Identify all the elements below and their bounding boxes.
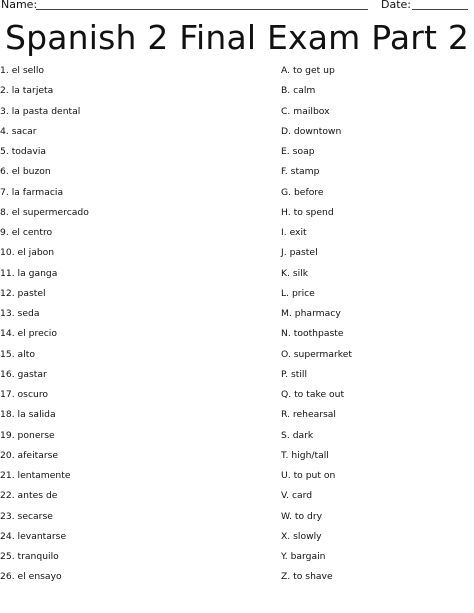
question-item	[0, 569, 240, 589]
answer-item-marker: X.	[281, 530, 291, 542]
question-item	[0, 205, 240, 225]
question-item-marker: 6.	[0, 166, 9, 178]
answer-item	[281, 124, 471, 144]
question-item	[0, 549, 240, 569]
question-item-text: secarse	[17, 510, 53, 522]
question-item	[0, 529, 240, 549]
question-item	[0, 104, 240, 124]
answer-item-text: price	[291, 287, 315, 299]
answer-item-text: high/tall	[291, 449, 329, 461]
question-item-text: la ganga	[17, 267, 58, 279]
question-item	[0, 144, 240, 164]
question-item-text: oscuro	[17, 389, 49, 400]
answer-item	[281, 569, 471, 589]
question-item-text: la pasta dental	[11, 105, 81, 117]
question-item-marker: 15.	[0, 348, 15, 360]
answer-item-text: slowly	[293, 530, 322, 542]
question-item-text: la tarjeta	[11, 85, 54, 97]
answer-item	[281, 407, 471, 427]
question-item-text: el centro	[11, 227, 53, 238]
answer-item-text: supermarket	[293, 348, 353, 360]
answer-item	[281, 488, 471, 508]
answer-item-marker: L.	[281, 287, 290, 299]
answer-item	[281, 529, 471, 549]
answer-item	[281, 104, 471, 124]
question-item-text: sacar	[11, 125, 37, 137]
page-title: Spanish 2 Final Exam Part 2	[4, 18, 470, 57]
answer-item-text: silk	[292, 267, 309, 279]
spanish-terms-list	[0, 63, 240, 590]
answer-item-text: pharmacy	[294, 308, 341, 319]
answer-item-marker: N.	[281, 328, 291, 340]
answer-item	[281, 225, 471, 245]
answer-item-marker: B.	[281, 85, 291, 97]
answer-item	[281, 468, 471, 488]
answer-item-marker: I.	[281, 227, 287, 238]
question-item-marker: 10.	[0, 247, 15, 259]
question-item	[0, 509, 240, 529]
answer-item	[281, 185, 471, 205]
answer-item-text: bargain	[290, 551, 326, 562]
question-item-text: lentamente	[17, 470, 71, 481]
question-item	[0, 326, 240, 346]
question-item-marker: 8.	[0, 206, 9, 218]
answer-item-marker: K.	[281, 267, 290, 279]
question-item-marker: 7.	[0, 186, 9, 198]
question-item-text: el jabon	[17, 247, 55, 259]
answer-item	[281, 448, 471, 468]
question-item-text: la salida	[17, 409, 56, 421]
question-item-text: afeitarse	[17, 449, 59, 461]
answer-item-marker: C.	[281, 105, 291, 117]
question-item-marker: 23.	[0, 510, 15, 522]
answer-item-marker: Z.	[281, 571, 291, 583]
answer-item-marker: P.	[281, 368, 289, 380]
answer-item-text: pastel	[289, 247, 318, 259]
question-item-marker: 18.	[0, 409, 15, 421]
answer-item-text: downtown	[293, 125, 342, 137]
question-item	[0, 428, 240, 448]
answer-item-marker: A.	[281, 65, 291, 76]
question-item-marker: 17.	[0, 389, 15, 400]
answer-item-marker: W.	[281, 510, 292, 522]
question-item-text: el ensayo	[17, 571, 62, 583]
answer-item	[281, 306, 471, 326]
answer-item-marker: Q.	[281, 389, 292, 400]
question-item	[0, 306, 240, 326]
answer-item	[281, 205, 471, 225]
answer-item-text: to shave	[293, 571, 333, 583]
question-item-marker: 16.	[0, 368, 15, 380]
answer-item-marker: E.	[281, 146, 290, 157]
question-item-text: gastar	[17, 368, 47, 380]
answer-item-text: to dry	[294, 510, 323, 522]
question-item-marker: 21.	[0, 470, 15, 481]
answer-item-text: rehearsal	[292, 409, 336, 421]
answer-item-text: dark	[292, 429, 314, 441]
question-item	[0, 367, 240, 387]
question-item-text: todavia	[11, 146, 47, 157]
answer-item-text: to spend	[293, 206, 334, 218]
question-item-marker: 20.	[0, 449, 15, 461]
answer-item-text: card	[291, 490, 313, 502]
answer-item-text: stamp	[290, 166, 320, 178]
question-item	[0, 164, 240, 184]
answer-item-text: exit	[289, 227, 307, 238]
question-item-text: pastel	[17, 287, 46, 299]
answer-item-text: calm	[293, 85, 316, 97]
english-meanings-list	[281, 63, 471, 590]
answer-item-text: soap	[292, 146, 315, 157]
question-item-marker: 25.	[0, 551, 15, 562]
answer-item	[281, 509, 471, 529]
answer-item-marker: H.	[281, 206, 291, 218]
question-item	[0, 488, 240, 508]
question-item-marker: 2.	[0, 85, 9, 97]
question-item-text: antes de	[17, 490, 58, 502]
question-item-marker: 4.	[0, 125, 9, 137]
question-item-text: alto	[17, 348, 35, 360]
question-item-text: el precio	[17, 328, 57, 340]
answer-item	[281, 266, 471, 286]
question-item-marker: 11.	[0, 267, 15, 279]
answer-item	[281, 286, 471, 306]
answer-item-marker: G.	[281, 186, 292, 198]
answer-item-marker: O.	[281, 348, 291, 360]
question-item-text: la farmacia	[11, 186, 64, 198]
question-item-text: ponerse	[17, 429, 55, 441]
answer-item	[281, 83, 471, 103]
question-item-text: el sello	[11, 65, 44, 76]
question-item	[0, 63, 240, 83]
question-item-marker: 3.	[0, 105, 9, 117]
question-item-marker: 22.	[0, 490, 15, 502]
question-item-marker: 12.	[0, 287, 15, 299]
answer-item-marker: Y.	[281, 551, 288, 562]
question-item-text: el buzon	[11, 166, 51, 178]
answer-item-marker: R.	[281, 409, 290, 421]
question-item	[0, 245, 240, 265]
answer-item	[281, 428, 471, 448]
worksheet-header	[0, 0, 474, 14]
question-item-text: levantarse	[17, 530, 67, 542]
question-item-marker: 1.	[0, 65, 9, 76]
answer-item-marker: F.	[281, 166, 288, 178]
answer-item-marker: D.	[281, 125, 291, 137]
question-item	[0, 124, 240, 144]
answer-item-marker: T.	[281, 449, 289, 461]
question-item-marker: 26.	[0, 571, 15, 583]
date-blank-line[interactable]	[412, 9, 468, 10]
question-item	[0, 347, 240, 367]
answer-item	[281, 144, 471, 164]
answer-item	[281, 347, 471, 367]
name-label: Name:	[1, 0, 38, 11]
question-item-marker: 19.	[0, 429, 15, 441]
question-item	[0, 286, 240, 306]
answer-item-text: to put on	[293, 470, 336, 481]
question-item-marker: 14.	[0, 328, 15, 340]
answer-item-marker: S.	[281, 429, 290, 441]
question-item	[0, 448, 240, 468]
question-item-marker: 9.	[0, 227, 9, 238]
question-item-marker: 5.	[0, 146, 9, 157]
question-item-text: tranquilo	[17, 551, 59, 562]
answer-item	[281, 387, 471, 407]
date-label: Date:	[381, 0, 411, 11]
question-item-text: seda	[17, 308, 40, 319]
question-item	[0, 185, 240, 205]
question-item-text: el supermercado	[11, 206, 89, 218]
answer-item	[281, 245, 471, 265]
question-item	[0, 83, 240, 103]
question-item	[0, 407, 240, 427]
answer-item-text: toothpaste	[293, 328, 344, 340]
question-item	[0, 387, 240, 407]
answer-item	[281, 326, 471, 346]
answer-item	[281, 164, 471, 184]
answer-item-marker: V.	[281, 490, 290, 502]
name-blank-line[interactable]	[36, 9, 368, 10]
question-item	[0, 225, 240, 245]
answer-item	[281, 367, 471, 387]
question-item-marker: 13.	[0, 308, 15, 319]
answer-item-text: to get up	[292, 65, 335, 76]
answer-item-text: before	[293, 186, 324, 198]
question-item	[0, 468, 240, 488]
question-item	[0, 266, 240, 286]
answer-item-marker: U.	[281, 470, 291, 481]
answer-item	[281, 63, 471, 83]
answer-item-text: still	[290, 368, 307, 380]
answer-item-marker: M.	[281, 308, 292, 319]
answer-item-text: to take out	[294, 389, 345, 400]
answer-item-text: mailbox	[293, 105, 330, 117]
answer-item-marker: J.	[281, 247, 287, 259]
question-item-marker: 24.	[0, 530, 15, 542]
answer-item	[281, 549, 471, 569]
